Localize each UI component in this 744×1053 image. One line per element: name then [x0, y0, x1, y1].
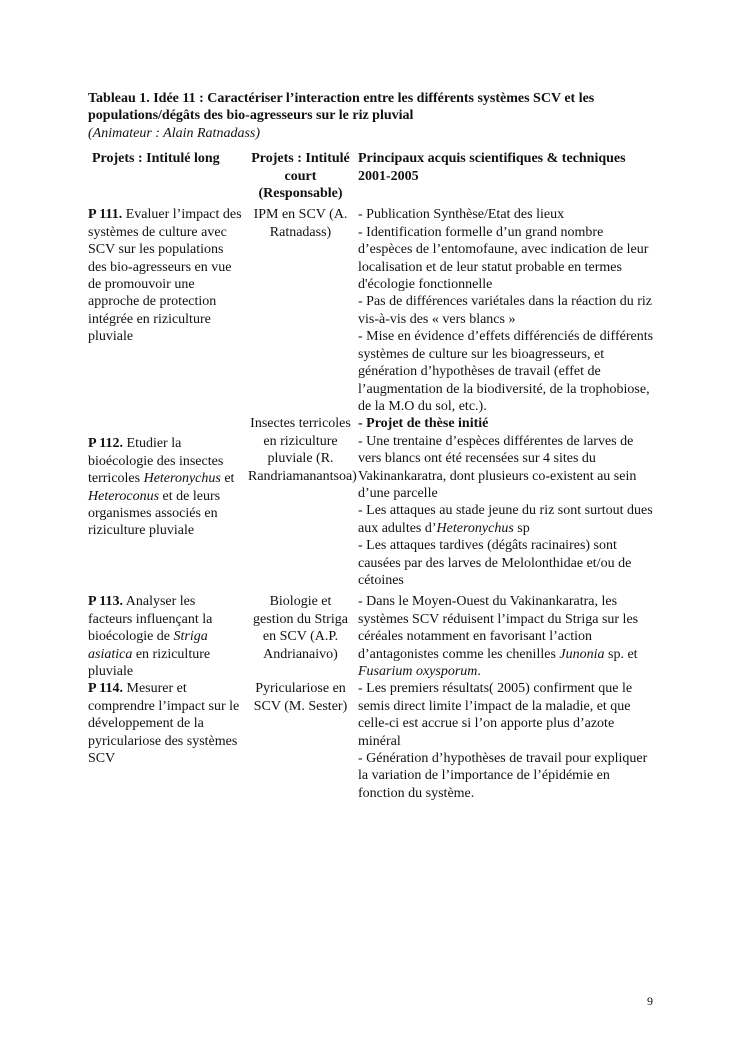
project-long-title: P 114. Mesurer et comprendre l’impact sur le développement de la pyriculariose des systèmes SCV	[88, 681, 240, 767]
project-results	[353, 680, 658, 802]
result-item: - Dans le Moyen-Ouest du Vakinankaratra, les systèmes SCV réduisent l’impact du Striga sur les céréales notamment en favorisant l’action d’antagonistes comme les chenilles Junonia sp. et Fusarium oxysporum.	[358, 594, 639, 679]
result-item: - Génération d’hypothèses de travail pour expliquer la variation de l’importance de l’épidémie en fonction du système.	[358, 751, 648, 801]
document-page	[88, 90, 658, 802]
project-code: P 114.	[88, 681, 124, 697]
animator-line: (Animateur : Alain Ratnadass)	[88, 125, 261, 141]
project-short-title: Insectes terricoles en riziculture pluviale (R. Randriamanantsoa)	[248, 416, 357, 484]
result-item: - Une trentaine d’espèces différentes de larves de vers blancs ont été recensées sur 4 sites du Vakinankaratra, dont plusieurs co-existent au sein d’une parcelle	[358, 433, 637, 501]
project-long-title: P 113. Analyser les facteurs influençant la bioécologie de Striga asiatica en riziculture pluviale	[88, 594, 213, 679]
table-title-line2: populations/dégâts des bio-agresseurs sur le riz pluvial	[88, 108, 414, 124]
table-row	[88, 680, 658, 802]
column-header-short: Projets : Intitulé court (Responsable)	[251, 151, 350, 202]
result-item: - Projet de thèse initié	[358, 416, 489, 432]
project-long-title: P 112. Etudier la bioécologie des insectes terricoles Heteronychus et Heteroconus et de leurs organismes associés en riziculture pluviale	[88, 436, 235, 539]
project-short-title: IPM en SCV (A. Ratnadass)	[253, 207, 348, 240]
table-header-row	[88, 150, 658, 202]
result-item: - Pas de différences variétales dans la réaction du riz vis-à-vis des « vers blancs »	[358, 294, 652, 327]
result-item: - Mise en évidence d’effets différenciés de différents systèmes de culture sur les bioagresseurs, et génération d’hypothèses de travail (effet de l’augmentation de la biodiversité, de la trophobiose, de la M.O du sol, etc.).	[358, 329, 654, 414]
project-code: P 112.	[88, 436, 124, 452]
project-short-title: Pyriculariose en SCV (M. Sester)	[253, 681, 348, 714]
table-row	[88, 415, 658, 589]
column-header-results: Principaux acquis scientifiques & techniques 2001-2005	[358, 151, 626, 184]
table-row	[88, 202, 658, 415]
project-results	[353, 589, 658, 680]
result-item: - Les attaques tardives (dégâts racinaires) sont causées par des larves de Melolonthidae et/ou de cétoines	[358, 538, 632, 588]
result-item: - Identification formelle d’un grand nombre d’espèces de l’entomofaune, avec indication de leur localisation et de leur statut probable en termes d'écologie fonctionnelle	[358, 224, 649, 293]
project-results	[353, 415, 658, 589]
table-title-line1: Tableau 1. Idée 11 : Caractériser l’interaction entre les différents systèmes SCV et les	[88, 91, 595, 106]
projects-table	[88, 150, 658, 802]
project-code: P 113.	[88, 594, 124, 610]
column-header-long: Projets : Intitulé long	[92, 151, 220, 167]
project-results	[353, 202, 658, 415]
table-row	[88, 589, 658, 680]
page-number: 9	[647, 994, 653, 1008]
project-long-title: P 111. Evaluer l’impact des systèmes de culture avec SCV sur les populations des bio-agresseurs en vue de promouvoir une approche de protection intégrée en riziculture pluviale	[88, 207, 242, 345]
result-item: - Les premiers résultats( 2005) confirment que le semis direct limite l’impact de la maladie, et que celle-ci est accrue si l’on apporte plus d’azote minéral	[358, 681, 633, 749]
project-short-title: Biologie et gestion du Striga en SCV (A.P. Andrianaivo)	[253, 594, 348, 662]
table-title	[88, 90, 658, 125]
result-item: - Les attaques au stade jeune du riz sont surtout dues aux adultes d’Heteronychus sp	[358, 503, 653, 536]
result-item: - Publication Synthèse/Etat des lieux	[358, 207, 565, 223]
project-code: P 111.	[88, 207, 123, 223]
